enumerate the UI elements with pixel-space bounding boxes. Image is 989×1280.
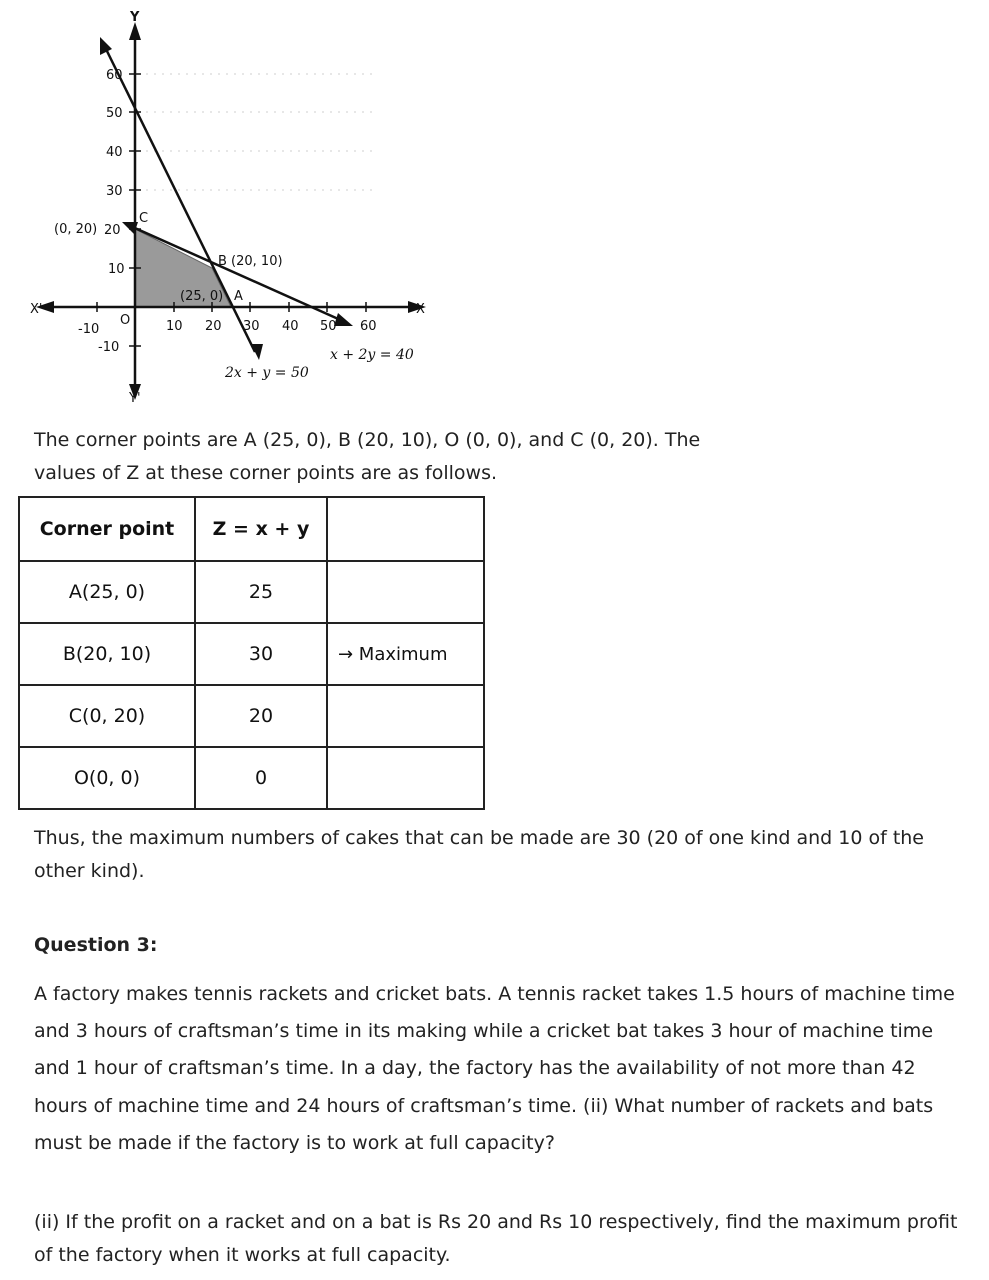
cell-remark bbox=[327, 685, 484, 747]
cell-z: 0 bbox=[195, 747, 327, 809]
grid-lines bbox=[138, 74, 378, 190]
point-c-coordinate-label: (0, 20) bbox=[54, 222, 98, 237]
axes bbox=[42, 30, 420, 392]
line1-arrow-bottom bbox=[251, 344, 263, 360]
question-part-2: (ii) If the profit on a racket and on a bat is Rs 20 and Rs 10 respectively, find the maximum profit of the factory when it works at full capacity. bbox=[34, 1211, 958, 1266]
cell-point: B(20, 10) bbox=[19, 623, 195, 685]
corner-points-intro: The corner points are A (25, 0), B (20, 10), O (0, 0), and C (0, 20). The values of Z at these corner points are as follows. bbox=[34, 429, 701, 484]
cell-z: 25 bbox=[195, 561, 327, 623]
cell-point: A(25, 0) bbox=[19, 561, 195, 623]
x-tick-label: 40 bbox=[282, 319, 299, 334]
x-axis-label: X bbox=[416, 302, 425, 317]
x-tick-label: 30 bbox=[243, 319, 260, 334]
table-row bbox=[19, 747, 484, 809]
cell-point: C(0, 20) bbox=[19, 685, 195, 747]
table-row bbox=[19, 685, 484, 747]
cell-remark: → Maximum bbox=[327, 623, 484, 685]
line2-arrow-end bbox=[334, 313, 353, 326]
x-tick-label: 50 bbox=[320, 319, 337, 334]
x-tick-label: -10 bbox=[78, 322, 100, 337]
header-z-value: Z = x + y bbox=[195, 497, 327, 561]
origin-label: O bbox=[120, 313, 131, 328]
y-tick-label: 50 bbox=[106, 106, 123, 121]
question-title: Question 3: bbox=[34, 934, 158, 956]
y-tick-label: 10 bbox=[108, 262, 125, 277]
x-neg-axis-label: X' bbox=[30, 302, 43, 317]
y-tick-label: 20 bbox=[104, 223, 121, 238]
header-remark bbox=[327, 497, 484, 561]
line1-arrow-top bbox=[100, 37, 112, 55]
cell-remark bbox=[327, 561, 484, 623]
feasible-region-graph bbox=[20, 0, 440, 405]
line-x-plus-2y-label: x + 2y = 40 bbox=[330, 347, 414, 363]
point-c-label: C bbox=[139, 211, 149, 226]
point-b-label: B (20, 10) bbox=[218, 254, 283, 269]
y-neg-axis-label: Y' bbox=[129, 391, 141, 405]
conclusion-text: Thus, the maximum numbers of cakes that can be made are 30 (20 of one kind and 10 of the other kind). bbox=[34, 827, 924, 882]
corner-point-table bbox=[18, 496, 485, 810]
table-header-row bbox=[19, 497, 484, 561]
table-row bbox=[19, 623, 484, 685]
x-tick-label: 10 bbox=[166, 319, 183, 334]
y-tick-label: -10 bbox=[98, 340, 120, 355]
cell-point: O(0, 0) bbox=[19, 747, 195, 809]
y-tick-label: 40 bbox=[106, 145, 123, 160]
cell-remark bbox=[327, 747, 484, 809]
y-tick-label: 30 bbox=[106, 184, 123, 199]
question-body: A factory makes tennis rackets and cricket bats. A tennis racket takes 1.5 hours of machine time and 3 hours of craftsman’s time in its making while a cricket bat takes 3 hour of machine time and 1 hour of craftsman’s time. In a day, the factory has the availability of not more than 42 hours of machine time and 24 hours of craftsman’s time. (ii) What number of rackets and bats must be made if the factory is to work at full capacity? bbox=[34, 983, 955, 1154]
x-tick-label: 60 bbox=[360, 319, 377, 334]
y-axis-label: Y bbox=[130, 10, 140, 25]
header-corner-point: Corner point bbox=[19, 497, 195, 561]
line-2x-plus-y-label: 2x + y = 50 bbox=[225, 365, 309, 381]
table-row bbox=[19, 561, 484, 623]
point-a-label: A bbox=[234, 289, 243, 304]
x-tick-label: 20 bbox=[205, 319, 222, 334]
cell-z: 30 bbox=[195, 623, 327, 685]
cell-z: 20 bbox=[195, 685, 327, 747]
point-a-coordinate-label: (25, 0) bbox=[180, 289, 224, 304]
y-tick-label: 60 bbox=[106, 68, 123, 83]
